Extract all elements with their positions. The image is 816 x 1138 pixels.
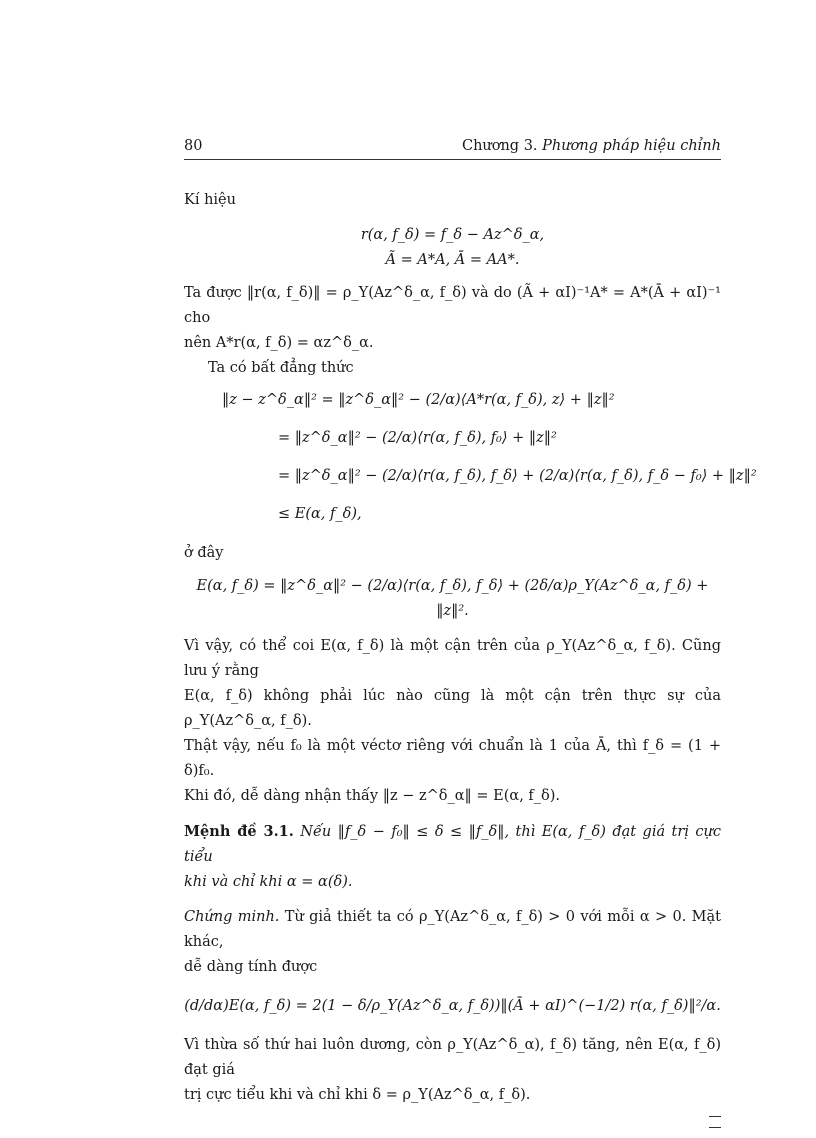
paragraph-odday: ở đây xyxy=(184,545,224,561)
paragraph-final-line2: trị cực tiểu khi và chỉ khi δ = ρ_Y(Az^δ_α, f_δ). xyxy=(184,1087,531,1103)
chapter-name: Phương pháp hiệu chỉnh xyxy=(542,138,721,154)
paragraph-vivay-line4: Khi đó, dễ dàng nhận thấy ‖z − z^δ_α‖ = E(α, f_δ). xyxy=(184,788,561,804)
paragraph-vivay-line2: E(α, f_δ) không phải lúc nào cũng là một cận trên thực sự của ρ_Y(Az^δ_α, f_δ). xyxy=(184,688,721,729)
equation-e: E(α, f_δ) = ‖z^δ_α‖² − (2/α)⟨r(α, f_δ), f_δ⟩ + (2δ/α)ρ_Y(Az^δ_α, f_δ) + ‖z‖². xyxy=(196,578,709,619)
inequality-line-3: = ‖z^δ_α‖² − (2/α)⟨r(α, f_δ), f_δ⟩ + (2/α)⟨r(α, f_δ), f_δ − f₀⟩ + ‖z‖² xyxy=(278,468,757,484)
qed-symbol xyxy=(709,1116,721,1128)
paragraph-taduoc-line1: Ta được ‖r(α, f_δ)‖ = ρ_Y(Az^δ_α, f_δ) và do (Ã + αI)⁻¹A* = A*(Ā + αI)⁻¹ cho xyxy=(184,285,721,326)
equation-derivative: (d/dα)E(α, f_δ) = 2(1 − δ/ρ_Y(Az^δ_α, f_δ))‖(Ā + αI)^(−1/2) r(α, f_δ)‖²/α. xyxy=(184,998,721,1014)
inequality-line-2: = ‖z^δ_α‖² − (2/α)⟨r(α, f_δ), f₀⟩ + ‖z‖² xyxy=(278,430,557,446)
chapter-prefix: Chương 3. xyxy=(461,138,538,154)
inequality-line-4: ≤ E(α, f_δ), xyxy=(278,506,362,522)
equation-a: Ã = A*A, Ā = AA*. xyxy=(385,252,520,268)
equation-r: r(α, f_δ) = f_δ − Az^δ_α, xyxy=(360,227,545,243)
proposition-text-line2: khi và chỉ khi α = α(δ). xyxy=(184,874,353,890)
proposition-label: Mệnh đề 3.1. xyxy=(184,823,294,840)
proof-label: Chứng minh. xyxy=(184,909,280,925)
proposition xyxy=(184,819,721,870)
paragraph-vivay-line3: Thật vậy, nếu f₀ là một véctơ riêng với chuẩn là 1 của Ā, thì f_δ = (1 + δ)f₀. xyxy=(184,738,721,779)
paragraph-kihieu: Kí hiệu xyxy=(184,192,236,208)
inequality-block xyxy=(222,381,757,533)
proof xyxy=(184,905,721,955)
proposition-text-line1: Nếu ‖f_δ − f₀‖ ≤ δ ≤ ‖f_δ‖, thì E(α, f_δ) đạt giá trị cực tiểu xyxy=(184,824,721,865)
paragraph-batdang: Ta có bất đẳng thức xyxy=(208,360,354,376)
paragraph-final-line1: Vì thừa số thứ hai luôn dương, còn ρ_Y(Az^δ_α), f_δ) tăng, nên E(α, f_δ) đạt giá xyxy=(184,1037,721,1078)
page-number: 80 xyxy=(184,138,203,154)
chapter-title xyxy=(462,138,721,154)
inequality-line-1: ‖z − z^δ_α‖² = ‖z^δ_α‖² − (2/α)⟨A*r(α, f_δ), z⟩ + ‖z‖² xyxy=(222,392,615,408)
paragraph-taduoc-line2: nên A*r(α, f_δ) = αz^δ_α. xyxy=(184,335,374,351)
paragraph-vivay-line1: Vì vậy, có thể coi E(α, f_δ) là một cận trên của ρ_Y(Az^δ_α, f_δ). Cũng lưu ý rằng xyxy=(184,638,721,679)
running-header xyxy=(184,138,721,160)
proof-text-line2: dễ dàng tính được xyxy=(184,959,318,975)
document-page xyxy=(184,138,757,1138)
proof-text-line1: Từ giả thiết ta có ρ_Y(Az^δ_α, f_δ) > 0 với mỗi α > 0. Mặt khác, xyxy=(184,909,721,950)
